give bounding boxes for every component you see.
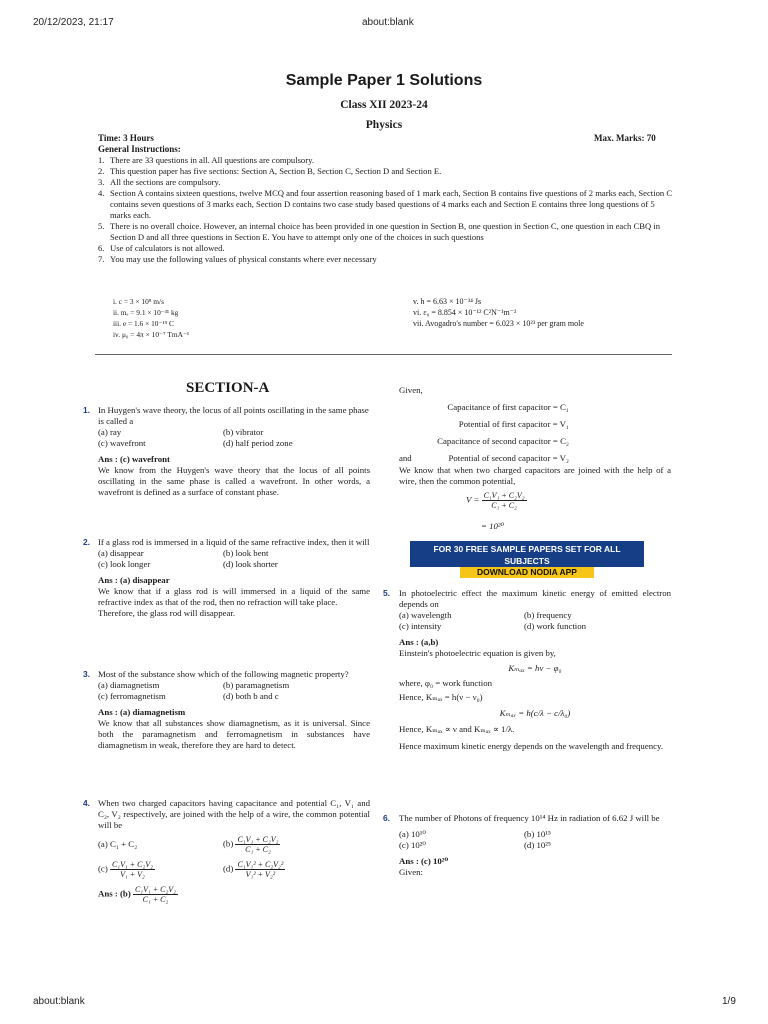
instruction-item: 1. There are 33 questions in all. All questions are compulsory. [98,155,314,165]
max-marks-label: Max. Marks: 70 [594,133,656,143]
paper-class: Class XII 2023-24 [340,99,428,111]
instructions-list [98,155,673,265]
capacitor-definitions: Capacitance of first capacitor = C₁ Potential of first capacitor = V₁ Capacitance of second capacitor = C₂ Potential of second capacitor = V₂ [437,402,569,463]
instruction-item: 3. All the sections are compulsory. [98,177,221,187]
answer: Ans : (b) [98,888,131,899]
question-number: 3. [83,669,90,679]
instruction-item: 6. Use of calculators is not allowed. [98,243,225,253]
question-2: If a glass rod is immersed in a liquid of the same refractive index, then it will (a) disappear (b) look bent (c) look longer (d) look shorter Ans : (a) disappear We know that if a glass rod is will immersed in a liquid of the same refractive index as that of the rod, then no refraction will take place. Therefore, the glass rod will disappear. [98,537,370,618]
print-datetime: 20/12/2023, 21:17 [33,17,114,28]
instructions-heading: General Instructions: [98,144,181,154]
question-number: 5. [383,588,390,598]
print-title: about:blank [362,17,414,28]
answer: Ans : (a) disappear [98,575,170,585]
constants-right: v. h = 6.63 × 10⁻³⁴ Js vi. ε₀ = 8.854 × 10⁻¹² C²N⁻¹m⁻² vii. Avogadro's number = 6.023 × 10²³ per gram mole [413,297,584,328]
print-page-number: 1/9 [722,996,736,1007]
instruction-item: 2. This question paper has five sections: Section A, Section B, Section C, Section D and Section E. [98,166,442,176]
promo-banner[interactable]: FOR 30 FREE SAMPLE PAPERS SET FOR ALL SUBJECTS DOWNLOAD NODIA APP [410,541,644,567]
answer: Ans : (c) 10²⁰ [399,856,449,866]
given-label: Given, [399,385,423,395]
question-3: Most of the substance show which of the following magnetic property? (a) diamagnetism (b) paramagnetism (c) ferromagnetism (d) both b and c Ans : (a) diamagnetism We know that all substances show diamagnetism, as it is universal. Since both the paramagnetism and ferromagnetism in substances have diamagnetism in weak, therefore they are hard to detect. [98,669,370,750]
common-potential-text: We know that when two charged capacitors are joined with the help of a wire, then the common potential, [399,465,671,486]
common-potential-result: = 10²⁰ [481,521,505,531]
question-number: 6. [383,813,390,823]
paper-subject: Physics [365,119,403,131]
print-footer-url: about:blank [33,996,85,1007]
question-number: 2. [83,537,90,547]
common-potential-formula: V = $\frac{\text{C₁V₁ + C₂V₂}}{\text{C₁ + C₂}}$ [466,491,525,510]
constants-left: i. c = 3 × 10⁸ m/s ii. mₑ = 9.1 × 10⁻³¹ kg iii. e = 1.6 × 10⁻¹⁹ C iv. μ₀ = 4π × 10⁻⁷ TmA⁻¹ [113,297,190,339]
instruction-item: 5. There is no overall choice. However, an internal choice has been provided in one question in Section B, one question in Section C, one question in each CBQ in Section D and all three questions in Section E. You have to attempt only one of the choices in such questions [98,221,660,242]
question-6: The number of Photons of frequency 10¹⁴ Hz in radiation of 6.62 J will be (a) 10¹⁰ (b) 10¹⁵ (c) 10²⁰ (d) 10²⁵ Ans : (c) 10²⁰ Given: [399,813,671,878]
instruction-item: 7. You may use the following values of physical constants where ever necessary [98,254,377,264]
section-title: SECTION-A [186,380,270,396]
answer: Ans : (a) diamagnetism [98,707,186,717]
and-label: and [399,453,412,463]
download-app-button[interactable]: DOWNLOAD NODIA APP [460,567,594,578]
section-divider [95,354,672,355]
question-number: 4. [83,798,90,808]
paper-title: Sample Paper 1 Solutions [285,72,483,89]
question-1: In Huygen's wave theory, the locus of all points oscillating in the same phase is called a (a) ray (b) vibrator (c) wavefront (d) half period zone Ans : (c) wavefront We know from the Huygen's wave theory that the locus of all points oscillating in the same phase is called a wavefront. In other words, a wavefront is defined as a surface of constant phase. [98,405,370,497]
instruction-item: 4. Section A contains sixteen questions, twelve MCQ and four assertion reasoning based of 1 mark each, Section B contains five questions of 2 marks each, Section C contains seven questions of 3 marks each, Section D contains two case study based questions of 4 marks each and Section E contains three long questions of 5 marks each. [98,188,673,220]
answer: Ans : (a,b) [399,637,439,647]
time-label: Time: 3 Hours [98,133,154,143]
question-5: In photoelectric effect the maximum kinetic energy of emitted electron depends on (a) wavelength (b) frequency (c) intensity (d) work function Ans : (a,b) Einstein's photoelectric equation is given by, Kₘₐₓ = hν − φ₀ where, φ₀ = work function Hence, Kₘₐₓ = h(ν − ν₀) Kₘₐₓ = h(c/λ − c/λ₀) Hence, Kₘₐₓ ∝ ν and Kₘₐₓ ∝ 1/λ. Hence maximum kinetic energy depends on the wavelength and frequency. [399,588,671,751]
question-number: 1. [83,405,90,415]
question-4: When two charged capacitors having capacitance and potential C₁, V₁ and C₂, V₂ respectively, are joined with the help of a wire, the common potential will be (a) C₁ + C₂ (b) $\frac{\text{C₁V₁ + C₂V₂}}{\text{C₁ + C₂}}$ (c) $\frac{\text{C₁V₁ + C₂V₂}}{\text{V₁ + V₂}}$ (d) $\frac{\text{C₁V₁² + C₂V₂²}}{\text{V₁² + V₂²}}$ Ans : (b) $\frac{\text{C₁V₁ + C₂V₂}}{\text{C₁ + C₂}}$ [98,798,370,904]
answer: Ans : (c) wavefront [98,454,170,464]
